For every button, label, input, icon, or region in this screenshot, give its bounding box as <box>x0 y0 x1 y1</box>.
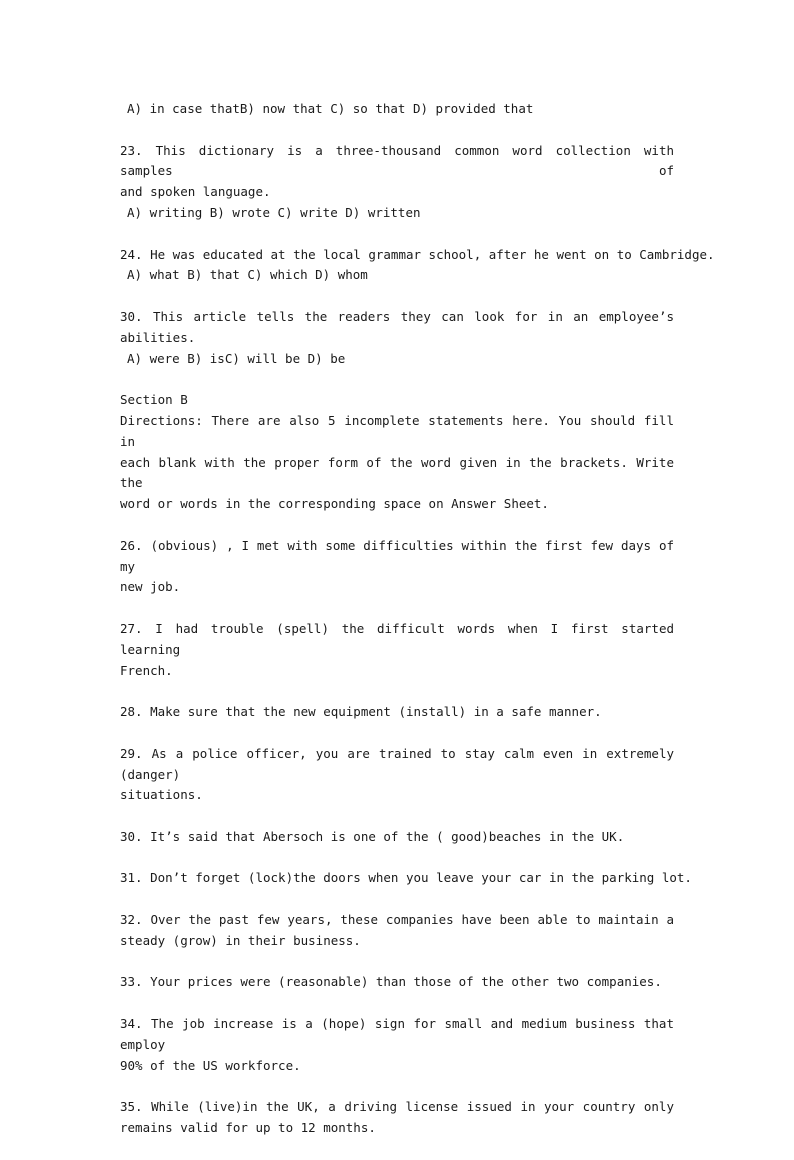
question-29-text-line-2: situations. <box>120 787 203 803</box>
question-22-options-block <box>120 99 674 120</box>
question-32-text-line-2: steady (grow) in their business. <box>120 932 361 948</box>
question-28-text-line-1: 28. Make sure that the new equipment (install) in a safe manner. <box>120 704 602 720</box>
question-30-article <box>120 307 674 369</box>
section-b-title: Section B <box>120 392 188 408</box>
question-35 <box>120 1097 674 1139</box>
question-35-text-line-2: remains valid for up to 12 months. <box>120 1120 376 1136</box>
question-26-text-line-1: 26. (obvious) , I met with some difficulties within the first few days of my <box>120 537 674 574</box>
directions-line-1: Directions: There are also 5 incomplete statements here. You should fill in <box>120 412 674 449</box>
question-23 <box>120 141 674 224</box>
question-30-beaches-text-line-1: 30. It’s said that Abersoch is one of the ( good)beaches in the UK. <box>120 828 625 844</box>
question-26 <box>120 536 674 598</box>
question-27 <box>120 619 674 681</box>
question-31-text-line-1: 31. Don’t forget (lock)the doors when you leave your car in the parking lot. <box>120 870 692 886</box>
question-30-article-options: A) were B) isC) will be D) be <box>127 350 346 366</box>
question-24-options: A) what B) that C) which D) whom <box>127 267 368 283</box>
question-23-text-line-1: 23. This dictionary is a three-thousand common word collection with samples of <box>120 142 674 179</box>
question-30-article-text-line-2: abilities. <box>120 329 196 345</box>
question-23-text-line-2: and spoken language. <box>120 184 271 200</box>
question-31 <box>120 868 692 889</box>
question-32 <box>120 910 674 952</box>
question-34-text-line-1: 34. The job increase is a (hope) sign for small and medium business that employ <box>120 1016 674 1052</box>
question-30-article-text-line-1: 30. This article tells the readers they can look for in an employee’s <box>120 308 674 324</box>
question-32-text-line-1: 32. Over the past few years, these companies have been able to maintain a <box>120 912 674 928</box>
question-30-beaches <box>120 827 674 848</box>
question-24 <box>120 245 715 287</box>
question-33-text-line-1: 33. Your prices were (reasonable) than those of the other two companies. <box>120 974 662 990</box>
question-28 <box>120 702 674 723</box>
question-29 <box>120 744 674 806</box>
question-22-options: A) in case thatB) now that C) so that D) provided that <box>127 101 534 116</box>
question-34-text-line-2: 90% of the US workforce. <box>120 1057 301 1073</box>
question-24-text-line-1: 24. He was educated at the local grammar school, after he went on to Cambridge. <box>120 246 715 262</box>
question-27-text-line-1: 27. I had trouble (spell) the difficult words when I first started learning <box>120 620 674 657</box>
section-b <box>120 390 674 515</box>
directions-line-3: word or words in the corresponding space on Answer Sheet. <box>120 496 549 512</box>
question-23-options: A) writing B) wrote C) write D) written <box>127 204 421 220</box>
question-27-text-line-2: French. <box>120 662 173 678</box>
question-26-text-line-2: new job. <box>120 579 181 595</box>
question-35-text-line-1: 35. While (live)in the UK, a driving license issued in your country only <box>120 1099 674 1115</box>
question-29-text-line-1: 29. As a police officer, you are trained to stay calm even in extremely (danger) <box>120 745 674 782</box>
question-33 <box>120 972 674 993</box>
document-page <box>120 99 715 1160</box>
directions-line-2: each blank with the proper form of the word given in the brackets. Write the <box>120 454 674 491</box>
question-34 <box>120 1014 674 1076</box>
